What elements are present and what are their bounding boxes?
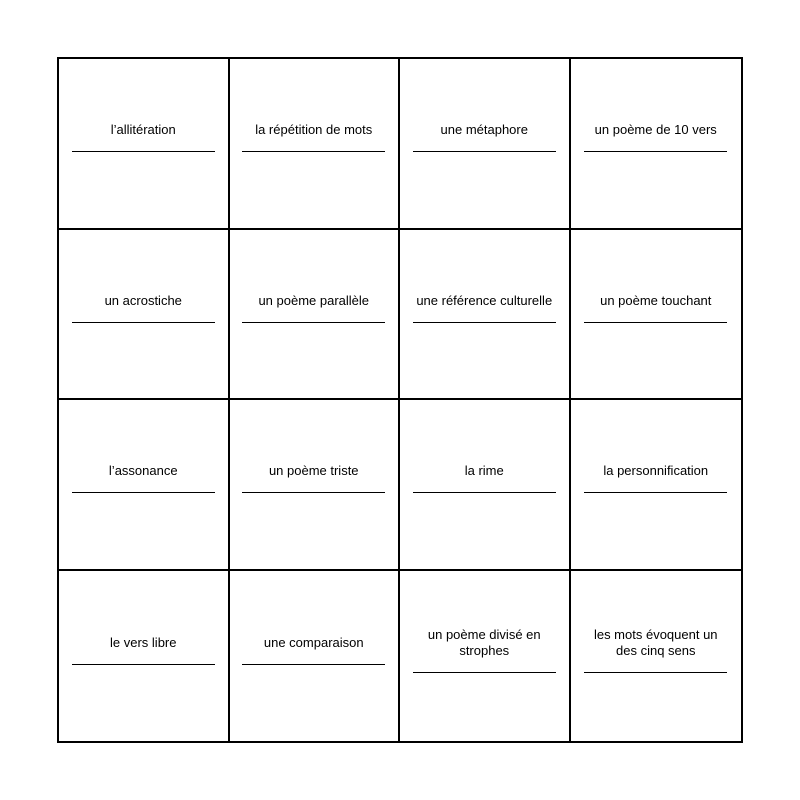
bingo-card bbox=[57, 57, 743, 743]
bingo-cell[interactable] bbox=[59, 230, 230, 401]
bingo-cell[interactable] bbox=[230, 571, 401, 742]
cell-label: le vers libre bbox=[110, 634, 177, 650]
answer-line bbox=[413, 322, 556, 323]
cell-label: un poème triste bbox=[268, 463, 359, 479]
cell-label: un poème touchant bbox=[600, 292, 712, 308]
cell-label: un poème de 10 vers bbox=[594, 122, 717, 138]
bingo-cell[interactable] bbox=[571, 230, 742, 401]
answer-line bbox=[413, 672, 556, 673]
bingo-cell[interactable] bbox=[400, 400, 571, 571]
bingo-cell[interactable] bbox=[230, 400, 401, 571]
bingo-cell[interactable] bbox=[400, 571, 571, 742]
bingo-cell[interactable] bbox=[230, 59, 401, 230]
answer-line bbox=[584, 322, 727, 323]
answer-line bbox=[413, 492, 556, 493]
answer-line bbox=[584, 151, 727, 152]
cell-label: l’assonance bbox=[108, 463, 178, 479]
cell-label: une référence culturelle bbox=[416, 292, 553, 308]
bingo-cell[interactable] bbox=[571, 59, 742, 230]
answer-line bbox=[242, 664, 385, 665]
cell-label: un poème divisé en strophes bbox=[427, 626, 541, 658]
answer-line bbox=[72, 151, 215, 152]
bingo-cell[interactable] bbox=[59, 571, 230, 742]
bingo-cell[interactable] bbox=[400, 230, 571, 401]
cell-label: la répétition de mots bbox=[255, 122, 373, 138]
answer-line bbox=[242, 322, 385, 323]
answer-line bbox=[413, 151, 556, 152]
cell-label: la personnification bbox=[603, 463, 709, 479]
answer-line bbox=[584, 672, 727, 673]
answer-line bbox=[72, 492, 215, 493]
answer-line bbox=[242, 151, 385, 152]
cell-label: un poème parallèle bbox=[258, 292, 370, 308]
bingo-cell[interactable] bbox=[400, 59, 571, 230]
cell-label: la rime bbox=[464, 463, 504, 479]
bingo-cell[interactable] bbox=[571, 571, 742, 742]
cell-label: un acrostiche bbox=[104, 292, 182, 308]
answer-line bbox=[72, 322, 215, 323]
answer-line bbox=[242, 492, 385, 493]
cell-label: une comparaison bbox=[263, 634, 364, 650]
cell-label: l’allitération bbox=[110, 122, 176, 138]
bingo-cell[interactable] bbox=[571, 400, 742, 571]
bingo-cell[interactable] bbox=[59, 400, 230, 571]
bingo-cell[interactable] bbox=[59, 59, 230, 230]
cell-label: les mots évoquent un des cinq sens bbox=[593, 626, 718, 658]
answer-line bbox=[72, 664, 215, 665]
cell-label: une métaphore bbox=[440, 122, 528, 138]
answer-line bbox=[584, 492, 727, 493]
bingo-cell[interactable] bbox=[230, 230, 401, 401]
